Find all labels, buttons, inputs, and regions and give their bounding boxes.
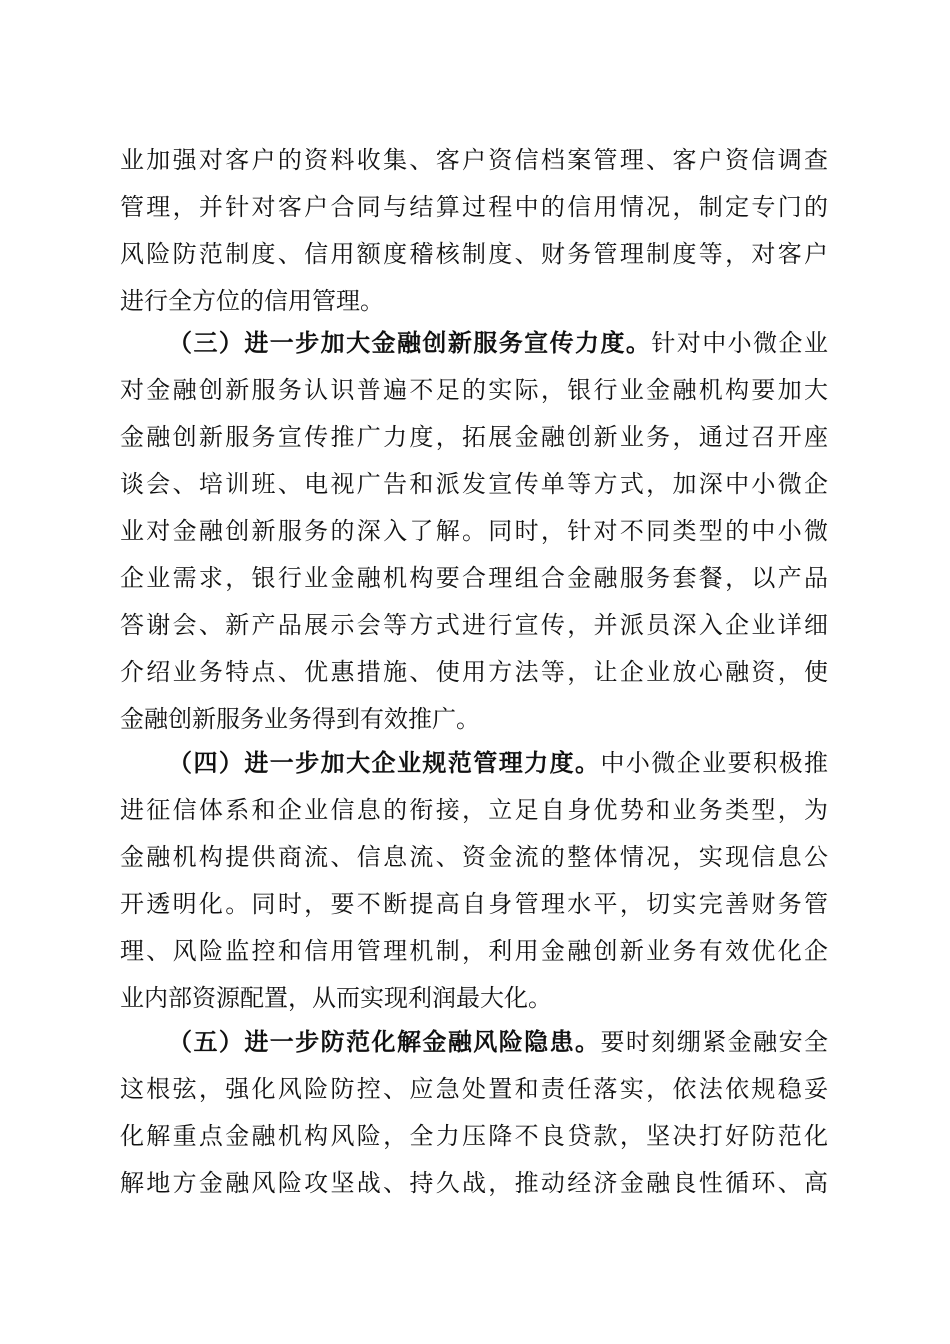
paragraph-3-line-5: 理、风险监控和信用管理机制，利用金融创新业务有效优化企 <box>120 937 828 965</box>
paragraph-2-line-9: 金融创新服务业务得到有效推广。 <box>120 705 480 733</box>
paragraph-2-line-1 <box>168 323 828 363</box>
paragraph-3-line-6: 业内部资源配置，从而实现利润最大化。 <box>120 984 552 1012</box>
paragraph-4-line-1 <box>168 1022 828 1062</box>
paragraph-1-line-2: 管理，并针对客户合同与结算过程中的信用情况，制定专门的 <box>120 193 828 221</box>
paragraph-3-line-1 <box>168 743 828 783</box>
paragraph-2-line-4: 谈会、培训班、电视广告和派发宣传单等方式，加深中小微企 <box>120 470 828 498</box>
paragraph-4-line-2: 这根弦，强化风险防控、应急处置和责任落实，依法依规稳妥 <box>120 1075 828 1103</box>
section-heading-3: （三）进一步加大金融创新服务宣传力度。 <box>168 328 652 357</box>
paragraph-2-line-2: 对金融创新服务认识普遍不足的实际，银行业金融机构要加大 <box>120 376 828 404</box>
paragraph-2-line-7: 答谢会、新产品展示会等方式进行宣传，并派员深入企业详细 <box>120 611 828 639</box>
paragraph-4-line-1-text: 要时刻绷紧金融安全 <box>600 1028 829 1056</box>
paragraph-2-line-5: 业对金融创新服务的深入了解。同时，针对不同类型的中小微 <box>120 517 828 545</box>
paragraph-3-line-2: 进征信体系和企业信息的衔接，立足自身优势和业务类型，为 <box>120 796 828 824</box>
paragraph-3-line-1-text: 中小微企业要积极推 <box>600 749 829 777</box>
paragraph-2-line-3: 金融创新服务宣传推广力度，拓展金融创新业务，通过召开座 <box>120 423 828 451</box>
paragraph-1-line-1: 业加强对客户的资料收集、客户资信档案管理、客户资信调查 <box>120 146 828 174</box>
paragraph-1-line-3: 风险防范制度、信用额度稽核制度、财务管理制度等，对客户 <box>120 240 828 268</box>
section-heading-4: （四）进一步加大企业规范管理力度。 <box>168 748 601 777</box>
paragraph-4-line-3: 化解重点金融机构风险，全力压降不良贷款，坚决打好防范化 <box>120 1122 828 1150</box>
paragraph-3-line-3: 金融机构提供商流、信息流、资金流的整体情况，实现信息公 <box>120 843 828 871</box>
section-heading-5: （五）进一步防范化解金融风险隐患。 <box>168 1027 601 1056</box>
paragraph-2-line-8: 介绍业务特点、优惠措施、使用方法等，让企业放心融资，使 <box>120 658 828 686</box>
paragraph-2-line-1-text: 针对中小微企业 <box>651 329 828 357</box>
paragraph-1-line-4: 进行全方位的信用管理。 <box>120 287 384 315</box>
paragraph-3-line-4: 开透明化。同时，要不断提高自身管理水平，切实完善财务管 <box>120 890 828 918</box>
paragraph-4-line-4: 解地方金融风险攻坚战、持久战，推动经济金融良性循环、高 <box>120 1169 828 1197</box>
paragraph-2-line-6: 企业需求，银行业金融机构要合理组合金融服务套餐，以产品 <box>120 564 828 592</box>
